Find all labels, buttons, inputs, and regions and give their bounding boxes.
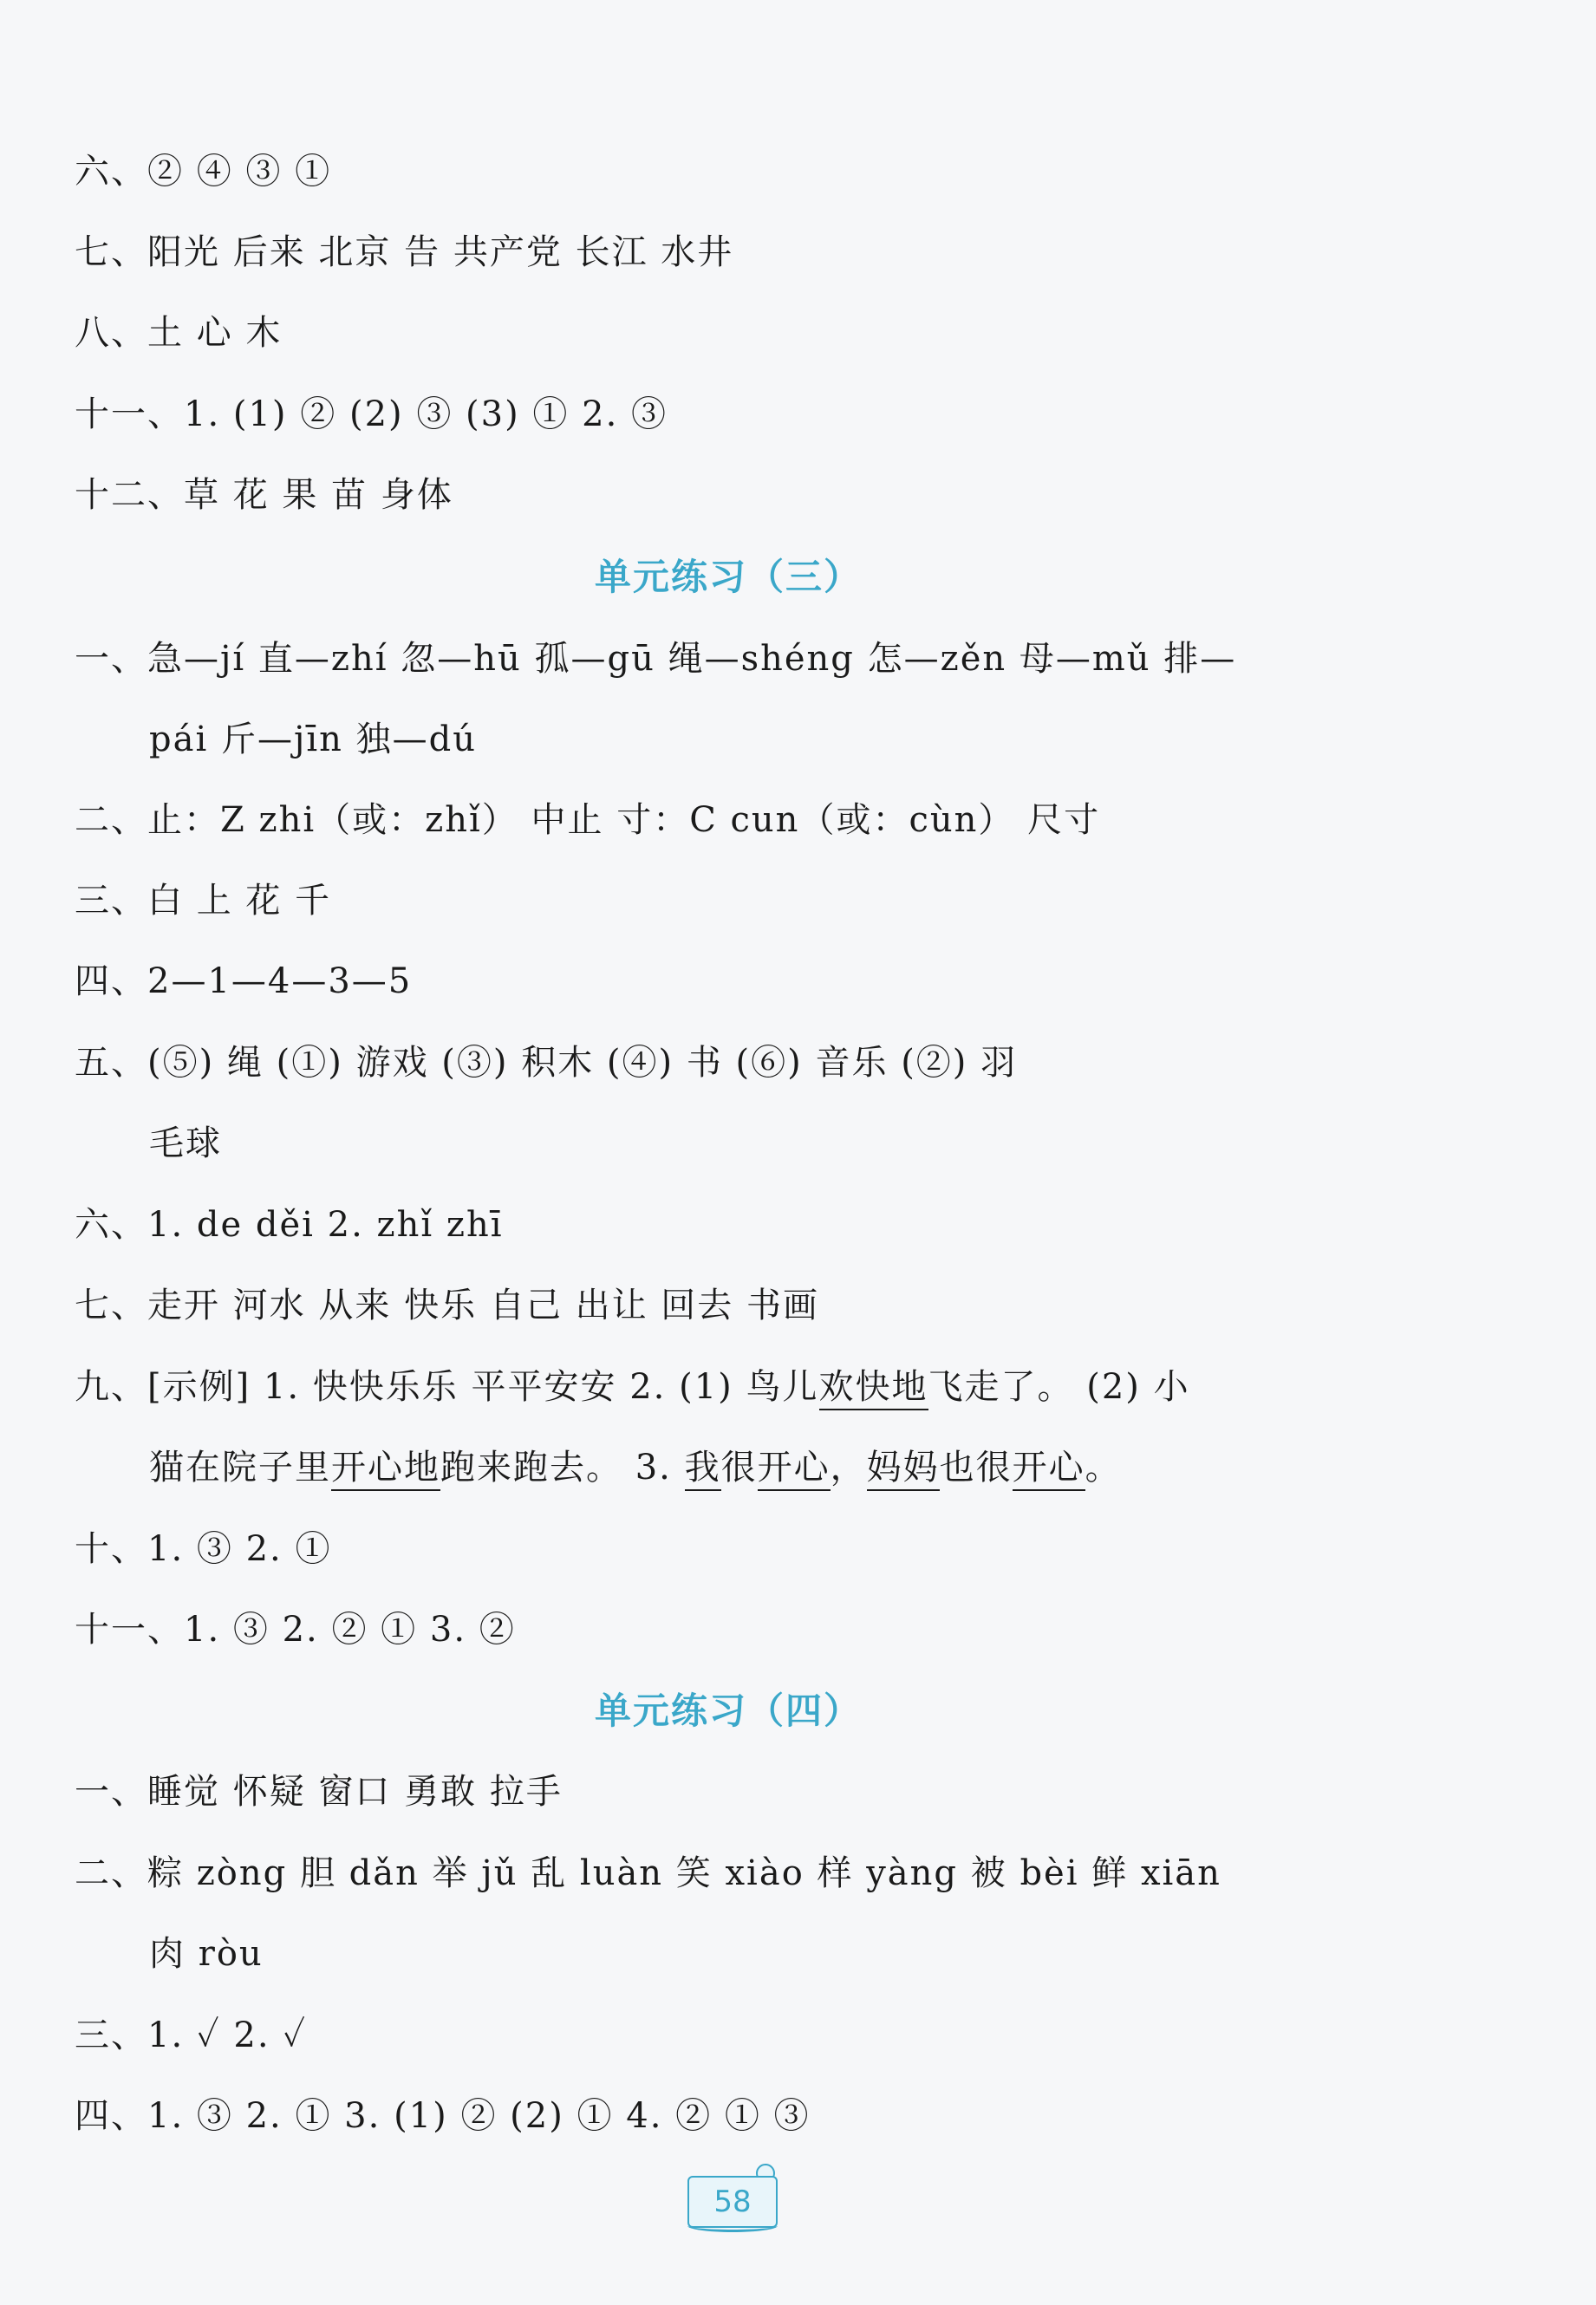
answer-line: 十二、草 花 果 苗 身体 — [75, 475, 453, 515]
underlined-word: 欢快地 — [819, 1367, 928, 1410]
answer-line: 七、走开 河水 从来 快乐 自己 出让 回去 书画 — [75, 1286, 820, 1325]
answer-line: 十一、1. (1) ② (2) ③ (3) ① 2. ③ — [75, 394, 668, 434]
answer-line: 三、白 上 花 千 — [75, 881, 332, 921]
text-run: 九、[示例] 1. 快快乐乐 平平安安 2. (1) 鸟儿 — [75, 1367, 819, 1407]
answer-line: 六、1. de děi 2. zhǐ zhī — [75, 1205, 504, 1245]
book-icon — [687, 2219, 778, 2232]
answer-line: 四、2—1—4—3—5 — [75, 961, 413, 1001]
answer-line: 毛球 — [149, 1123, 222, 1163]
answer-line: 一、睡觉 怀疑 窗口 勇敢 拉手 — [75, 1772, 563, 1812]
underlined-word: 开心 — [758, 1448, 831, 1491]
answer-line: 二、粽 zòng 胆 dǎn 举 jǔ 乱 luàn 笑 xiào 样 yàng 被 bèi 鲜 xiān — [75, 1853, 1221, 1893]
answer-line — [75, 1363, 1492, 1411]
answer-line: 六、② ④ ③ ① — [75, 152, 332, 192]
underlined-word: 妈妈 — [867, 1448, 940, 1491]
section-title-unit4: 单元练习（四） — [594, 1690, 862, 1732]
text-run: 很 — [720, 1448, 758, 1488]
section-title-unit3: 单元练习（三） — [594, 556, 862, 598]
answer-line: 四、1. ③ 2. ① 3. (1) ② (2) ① 4. ② ① ③ — [75, 2096, 811, 2136]
answer-line: 肉 ròu — [149, 1934, 264, 1974]
underlined-word: 开心地 — [331, 1448, 440, 1491]
answer-line: 七、阳光 后来 北京 告 共产党 长江 水井 — [75, 232, 734, 272]
text-run: 也很 — [939, 1448, 1013, 1488]
text-run: 猫在院子里 — [149, 1448, 331, 1488]
underlined-word: 开心 — [1013, 1448, 1085, 1491]
text-run: 。 — [1085, 1448, 1122, 1488]
answer-line: pái 斤—jīn 独—dú — [149, 719, 477, 759]
answer-line: 三、1. ✓ 2. ✓ — [75, 2015, 308, 2055]
answer-line: 十、1. ③ 2. ① — [75, 1529, 332, 1569]
text-run: 跑来跑去。 3. — [440, 1448, 685, 1488]
text-run: ， — [830, 1448, 867, 1488]
answer-line: 八、土 心 木 — [75, 313, 283, 353]
answer-line: 二、止：Z zhi（或：zhǐ） 中止 寸：C cun（或：cùn） 尺寸 — [75, 800, 1101, 840]
underlined-word: 我 — [685, 1448, 721, 1491]
page-number: 58 — [713, 2185, 752, 2219]
answer-line: 十一、1. ③ 2. ② ① 3. ② — [75, 1610, 516, 1650]
answer-line: 五、(⑤) 绳 (①) 游戏 (③) 积木 (④) 书 (⑥) 音乐 (②) 羽 — [75, 1043, 1018, 1083]
text-run: 飞走了。 (2) 小 — [928, 1367, 1190, 1407]
answer-line: 一、急—jí 直—zhí 忽—hū 孤—gū 绳—shéng 怎—zěn 母—mǔ 排— — [75, 639, 1237, 679]
answer-line — [149, 1443, 1492, 1492]
